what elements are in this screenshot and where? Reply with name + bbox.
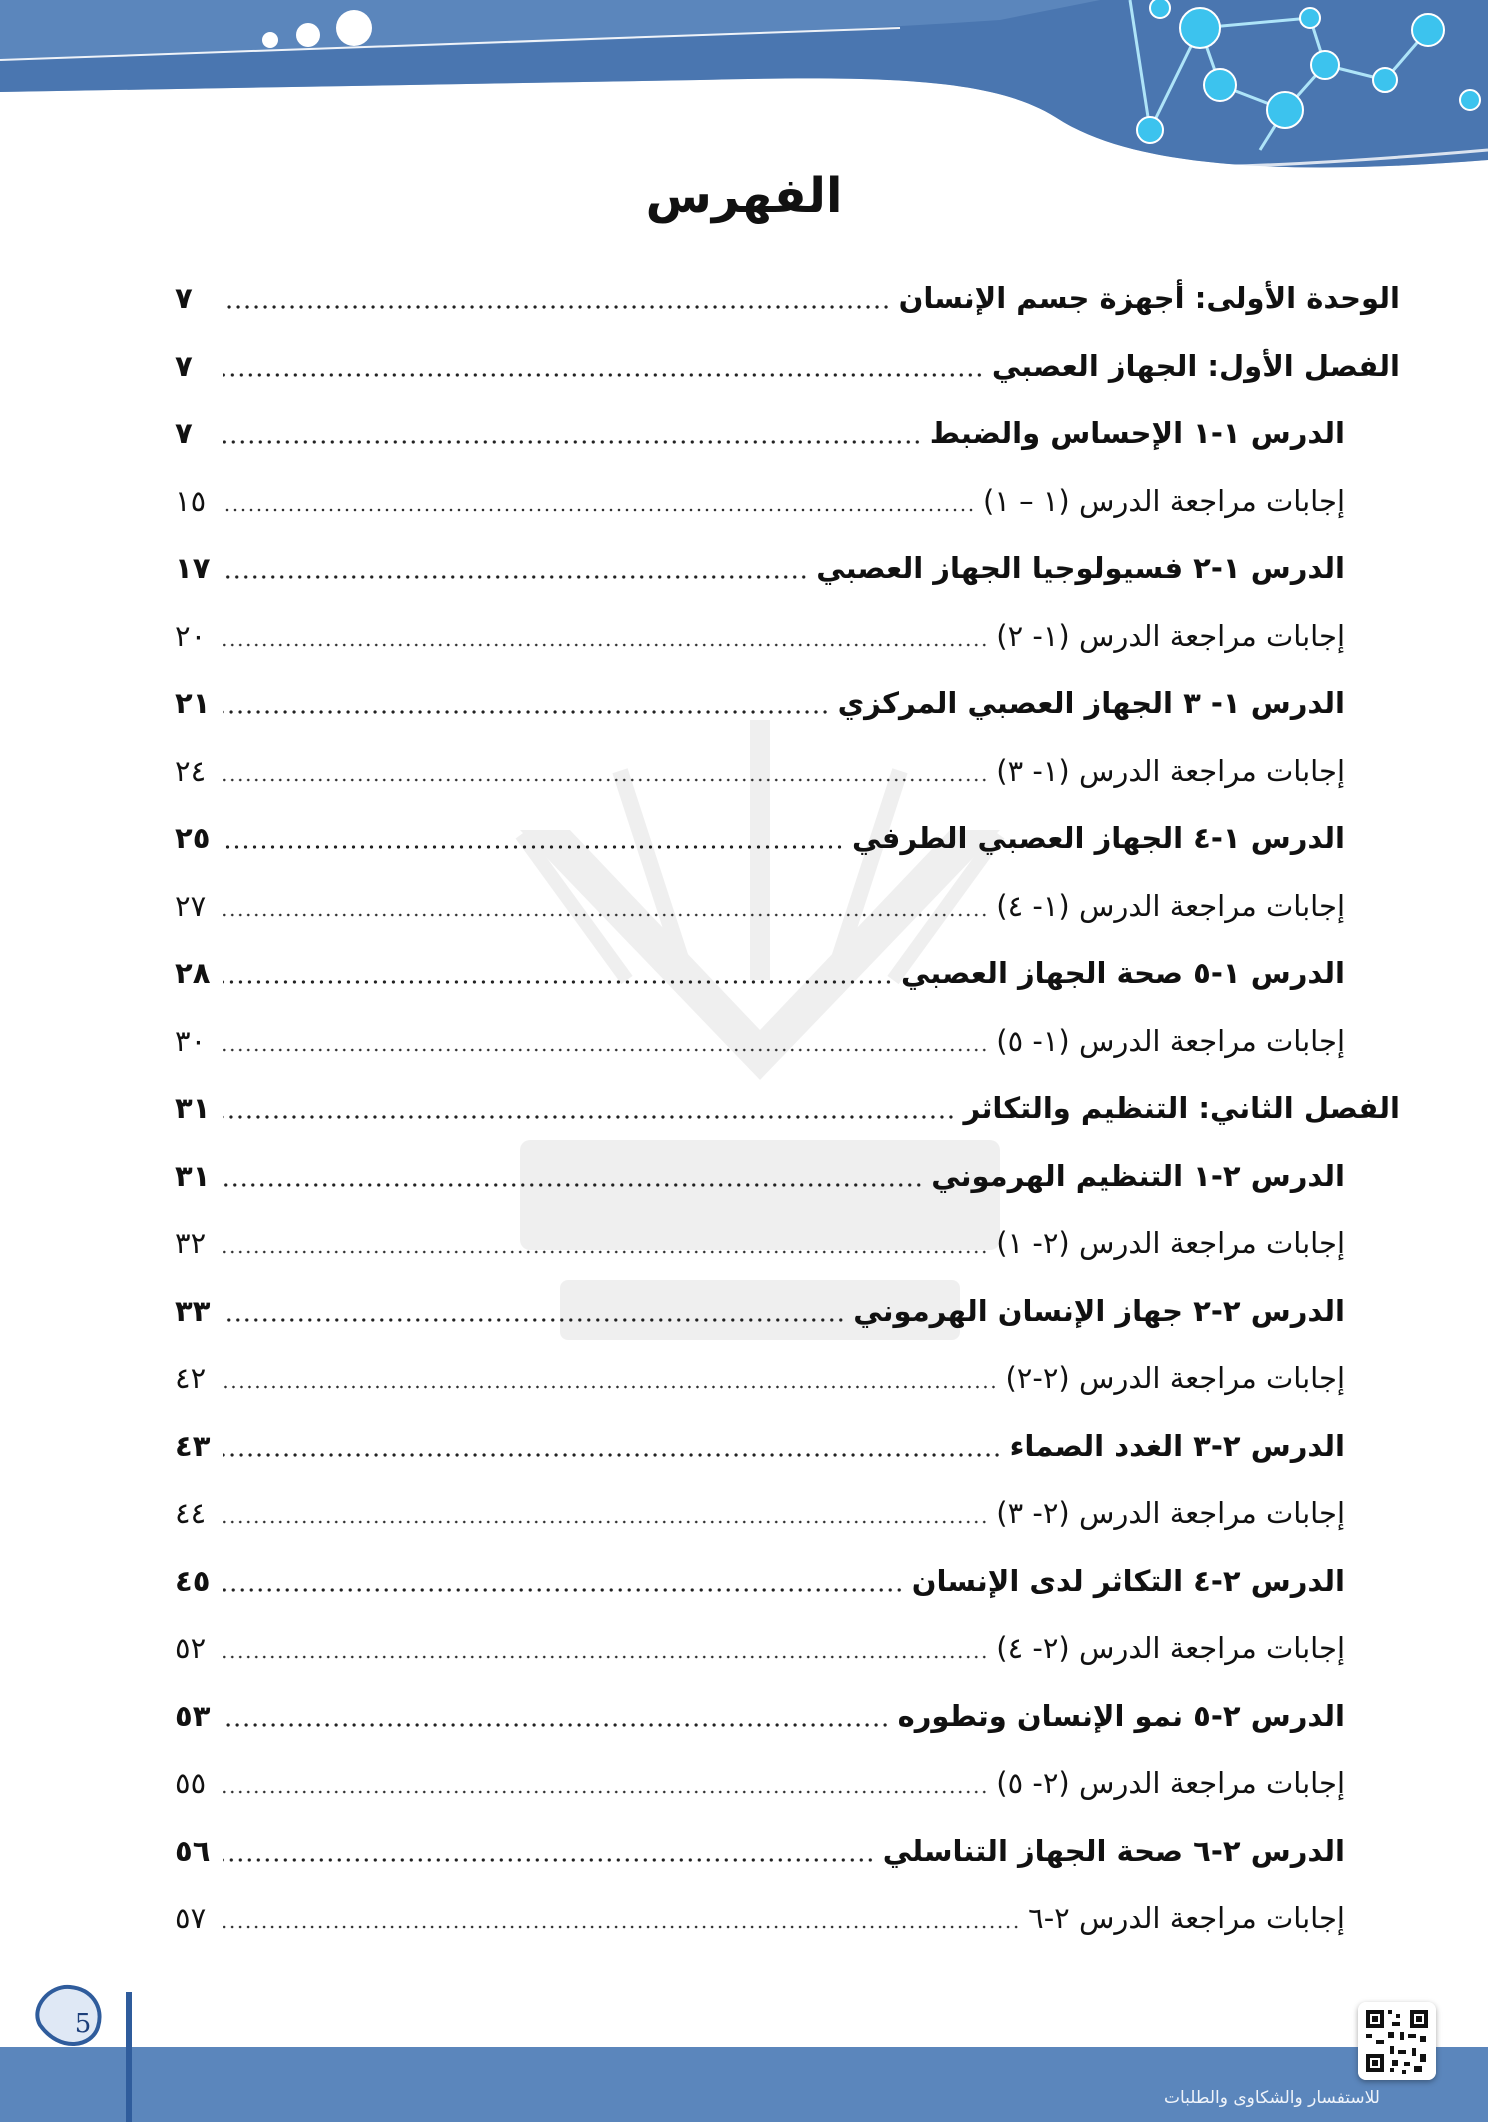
toc-entry-title: الفصل الأول: الجهاز العصبي — [991, 348, 1400, 383]
toc-entry-title: الدرس ١-٤ الجهاز العصبي الطرفي — [852, 821, 1345, 855]
toc-entry-page: ٣١ — [175, 1091, 211, 1125]
footer-band — [0, 2047, 1488, 2122]
toc-entry-title: إجابات مراجعة الدرس (١- ٥) — [996, 1023, 1345, 1058]
toc-dot-leader — [223, 1317, 845, 1323]
toc-entry-title: إجابات مراجعة الدرس (٢- ٣) — [996, 1496, 1345, 1530]
toc-entry-answer[interactable] — [175, 1892, 1345, 1944]
toc-entry-title: الدرس ٢-٣ الغدد الصماء — [1009, 1428, 1345, 1463]
toc-dot-leader — [223, 1924, 1020, 1930]
toc-entry-title: الدرس ٢-٤ التكاثر لدى الإنسان — [911, 1563, 1345, 1598]
toc-entry-answer[interactable] — [175, 1487, 1345, 1539]
toc-entry-lesson[interactable] — [175, 947, 1345, 999]
toc-entry-title: الدرس ١-١ الإحساس والضبط — [929, 416, 1345, 450]
toc-dot-leader — [223, 1047, 988, 1053]
toc-entry-page: ٣١ — [175, 1158, 211, 1193]
toc-entry-page: ٧ — [175, 416, 193, 450]
toc-entry-page: ٥٢ — [175, 1631, 207, 1665]
toc-dot-leader — [223, 979, 893, 985]
toc-entry-answer[interactable] — [175, 1352, 1345, 1404]
table-of-contents — [175, 272, 1400, 1952]
qr-code[interactable] — [1358, 2002, 1436, 2080]
toc-entry-title: إجابات مراجعة الدرس (١- ٢) — [996, 618, 1345, 653]
header-band — [0, 0, 1488, 180]
footer-side-line — [126, 1992, 132, 2122]
toc-dot-leader — [223, 777, 988, 783]
toc-entry-title: الدرس ٢-٢ جهاز الإنسان الهرموني — [853, 1293, 1345, 1328]
toc-dot-leader — [223, 1857, 875, 1863]
toc-dot-leader — [223, 1182, 923, 1188]
toc-entry-page: ٢٤ — [175, 753, 207, 788]
toc-entry-title: الدرس ٢-١ التنظيم الهرموني — [931, 1158, 1345, 1193]
page-title: الفهرس — [645, 168, 843, 224]
toc-entry-title: الدرس ٢-٦ صحة الجهاز التناسلي — [882, 1833, 1345, 1868]
toc-dot-leader — [223, 372, 984, 378]
toc-entry-lesson[interactable] — [175, 1690, 1345, 1742]
page-number: 5 — [74, 2009, 92, 2039]
toc-entry-page: ٥٦ — [175, 1833, 211, 1868]
toc-entry-lesson[interactable] — [175, 812, 1345, 864]
toc-entry-answer[interactable] — [175, 475, 1345, 527]
toc-entry-answer[interactable] — [175, 745, 1345, 797]
toc-entry-page: ٢٧ — [175, 888, 207, 923]
toc-entry-title: الوحدة الأولى: أجهزة جسم الإنسان — [898, 281, 1400, 315]
toc-dot-leader — [223, 1114, 955, 1120]
toc-entry-page: ٢٨ — [175, 956, 211, 990]
toc-entry-lesson[interactable] — [175, 1420, 1345, 1472]
toc-entry-title: إجابات مراجعة الدرس (٢- ١) — [996, 1226, 1345, 1260]
toc-dot-leader — [223, 1249, 988, 1255]
toc-dot-leader — [223, 1654, 988, 1660]
toc-entry-page: ٥٧ — [175, 1901, 207, 1935]
toc-entry-title: إجابات مراجعة الدرس (١- ٣) — [996, 753, 1345, 788]
toc-entry-lesson[interactable] — [175, 677, 1345, 729]
toc-entry-answer[interactable] — [175, 610, 1345, 662]
toc-entry-page: ٣٠ — [175, 1023, 207, 1058]
toc-entry-answer[interactable] — [175, 1015, 1345, 1067]
toc-entry-page: ١٧ — [175, 551, 211, 585]
toc-entry-title: إجابات مراجعة الدرس (١ – ١) — [983, 483, 1345, 518]
toc-entry-lesson[interactable] — [175, 1825, 1345, 1877]
toc-dot-leader — [223, 709, 830, 715]
toc-entry-page: ٧ — [175, 348, 193, 383]
toc-entry-title: إجابات مراجعة الدرس (٢- ٥) — [996, 1766, 1345, 1800]
toc-entry-unit[interactable] — [175, 272, 1400, 324]
toc-dot-leader — [223, 912, 988, 918]
toc-entry-title: الدرس ١-٢ فسيولوجيا الجهاز العصبي — [816, 551, 1345, 585]
toc-entry-page: ٢٥ — [175, 821, 211, 855]
toc-entry-chapter[interactable] — [175, 1082, 1400, 1134]
toc-entry-answer[interactable] — [175, 880, 1345, 932]
toc-entry-page: ٤٤ — [175, 1496, 207, 1530]
toc-entry-page: ٥٣ — [175, 1698, 211, 1733]
toc-entry-title: الدرس ١-٥ صحة الجهاز العصبي — [900, 956, 1345, 990]
toc-dot-leader — [223, 574, 808, 580]
toc-entry-page: ٤٢ — [175, 1361, 207, 1395]
toc-entry-page: ٢٠ — [175, 618, 207, 653]
toc-entry-title: الدرس ٢-٥ نمو الإنسان وتطوره — [897, 1698, 1345, 1733]
toc-entry-chapter[interactable] — [175, 340, 1400, 392]
toc-entry-page: ٢١ — [175, 686, 211, 720]
toc-entry-lesson[interactable] — [175, 1285, 1345, 1337]
toc-entry-title: الفصل الثاني: التنظيم والتكاثر — [963, 1091, 1400, 1125]
toc-dot-leader — [223, 844, 844, 850]
toc-entry-page: ٤٥ — [175, 1563, 211, 1598]
toc-entry-title: إجابات مراجعة الدرس (٢- ٤) — [996, 1631, 1345, 1665]
toc-entry-lesson[interactable] — [175, 1555, 1345, 1607]
toc-entry-title: الدرس ١- ٣ الجهاز العصبي المركزي — [837, 686, 1345, 720]
toc-dot-leader — [223, 1384, 997, 1390]
toc-dot-leader — [223, 507, 975, 513]
toc-dot-leader — [223, 1519, 988, 1525]
toc-dot-leader — [223, 1722, 890, 1728]
toc-entry-lesson[interactable] — [175, 542, 1345, 594]
toc-entry-page: ٧ — [175, 281, 193, 315]
toc-entry-page: ٣٢ — [175, 1226, 207, 1260]
toc-dot-leader — [223, 1789, 988, 1795]
toc-dot-leader — [223, 439, 922, 445]
toc-dot-leader — [223, 1587, 904, 1593]
toc-entry-answer[interactable] — [175, 1217, 1345, 1269]
toc-dot-leader — [223, 1452, 1002, 1458]
toc-entry-lesson[interactable] — [175, 1150, 1345, 1202]
toc-entry-answer[interactable] — [175, 1757, 1345, 1809]
toc-entry-answer[interactable] — [175, 1622, 1345, 1674]
toc-entry-page: ٥٥ — [175, 1766, 207, 1800]
toc-dot-leader — [223, 642, 988, 648]
toc-entry-page: ١٥ — [175, 483, 207, 518]
toc-entry-title: إجابات مراجعة الدرس ٢-٦ — [1028, 1901, 1345, 1935]
footer-contact-text: للاستفسار والشكاوى والطلبات — [1163, 2088, 1380, 2108]
toc-entry-page: ٤٣ — [175, 1428, 211, 1463]
toc-dot-leader — [223, 304, 891, 310]
toc-entry-page: ٣٣ — [175, 1293, 211, 1328]
toc-entry-title: إجابات مراجعة الدرس (١- ٤) — [996, 888, 1345, 923]
toc-entry-title: إجابات مراجعة الدرس (٢-٢) — [1005, 1361, 1345, 1395]
toc-entry-lesson[interactable] — [175, 407, 1345, 459]
